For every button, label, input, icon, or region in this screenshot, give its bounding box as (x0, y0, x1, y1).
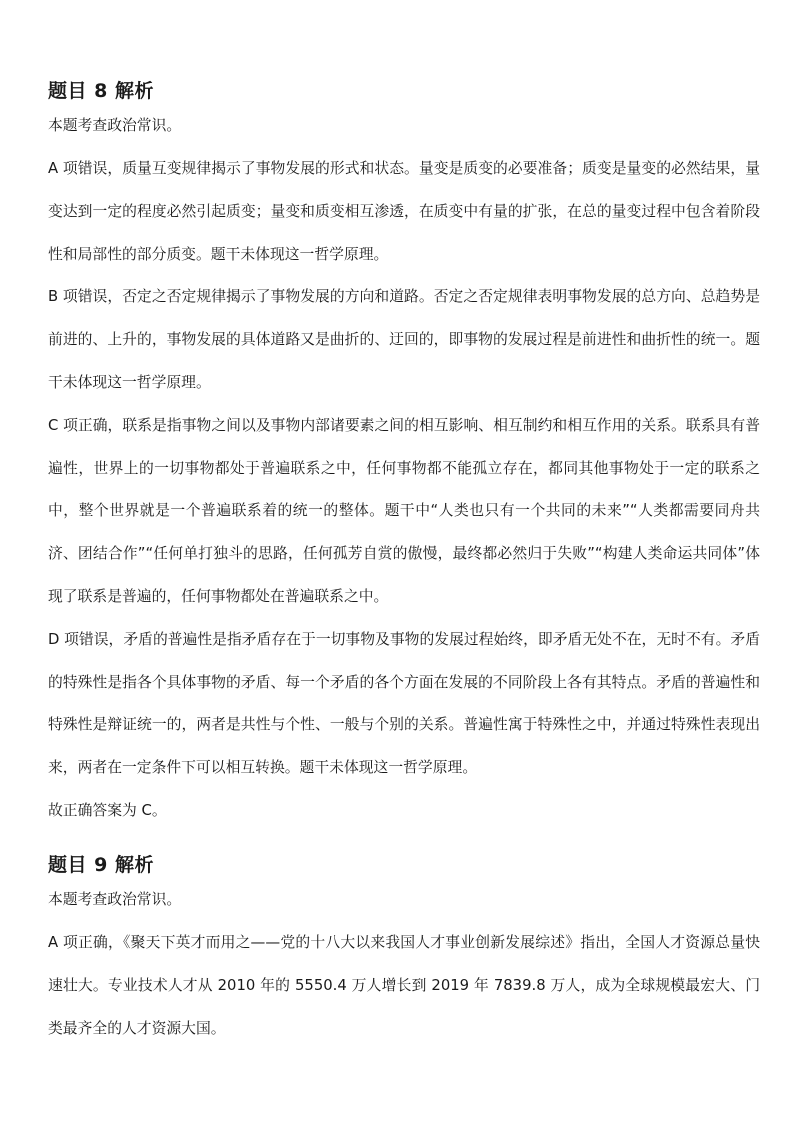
question-8-answer: 故正确答案为 C。 (48, 801, 167, 819)
question-8-option-b: B 项错误，否定之否定规律揭示了事物发展的方向和道路。否定之否定规律表明事物发展的总方向、总趋势是前进的、上升的，事物发展的具体道路又是曲折的、迂回的，即事物的发展过程是前进性和曲折性的统一。题干未体现这一哲学原理。 (48, 288, 760, 391)
question-9-heading: 题目 9 解析 (48, 854, 154, 876)
question-8-analysis (48, 76, 760, 833)
question-8-option-c: C 项正确，联系是指事物之间以及事物内部诸要素之间的相互影响、相互制约和相互作用的关系。联系具有普遍性，世界上的一切事物都处于普遍联系之中，任何事物都不能孤立存在，都同其他事物处于一定的联系之中，整个世界就是一个普遍联系着的统一的整体。题干中“人类也只有一个共同的未来”“人类都需要同舟共济、团结合作”“任何单打独斗的思路，任何孤芳自赏的傲慢，最终都必然归于失败”“构建人类命运共同体”体现了联系是普遍的，任何事物都处在普遍联系之中。 (48, 416, 760, 605)
question-9-analysis (48, 850, 760, 1050)
question-8-intro: 本题考查政治常识。 (48, 117, 182, 134)
question-8-heading: 题目 8 解析 (48, 80, 154, 102)
question-9-option-a: A 项正确，《聚天下英才而用之——党的十八大以来我国人才事业创新发展综述》指出，全国人才资源总量快速壮大。专业技术人才从 2010 年的 5550.4 万人增长到 2019 年 7839.8 万人，成为全球规模最宏大、门类最齐全的人才资源大国。 (48, 934, 760, 1037)
question-8-option-d: D 项错误，矛盾的普遍性是指矛盾存在于一切事物及事物的发展过程始终，即矛盾无处不在，无时不有。矛盾的特殊性是指各个具体事物的矛盾、每一个矛盾的各个方面在发展的不同阶段上各有其特点。矛盾的普遍性和特殊性是辩证统一的，两者是共性与个性、一般与个别的关系。普遍性寓于特殊性之中，并通过特殊性表现出来，两者在一定条件下可以相互转换。题干未体现这一哲学原理。 (48, 630, 760, 777)
question-8-option-a: A 项错误，质量互变规律揭示了事物发展的形式和状态。量变是质变的必要准备；质变是量变的必然结果，量变达到一定的程度必然引起质变；量变和质变相互渗透，在质变中有量的扩张，在总的量变过程中包含着阶段性和局部性的部分质变。题干未体现这一哲学原理。 (48, 160, 760, 263)
question-9-intro: 本题考查政治常识。 (48, 891, 182, 908)
